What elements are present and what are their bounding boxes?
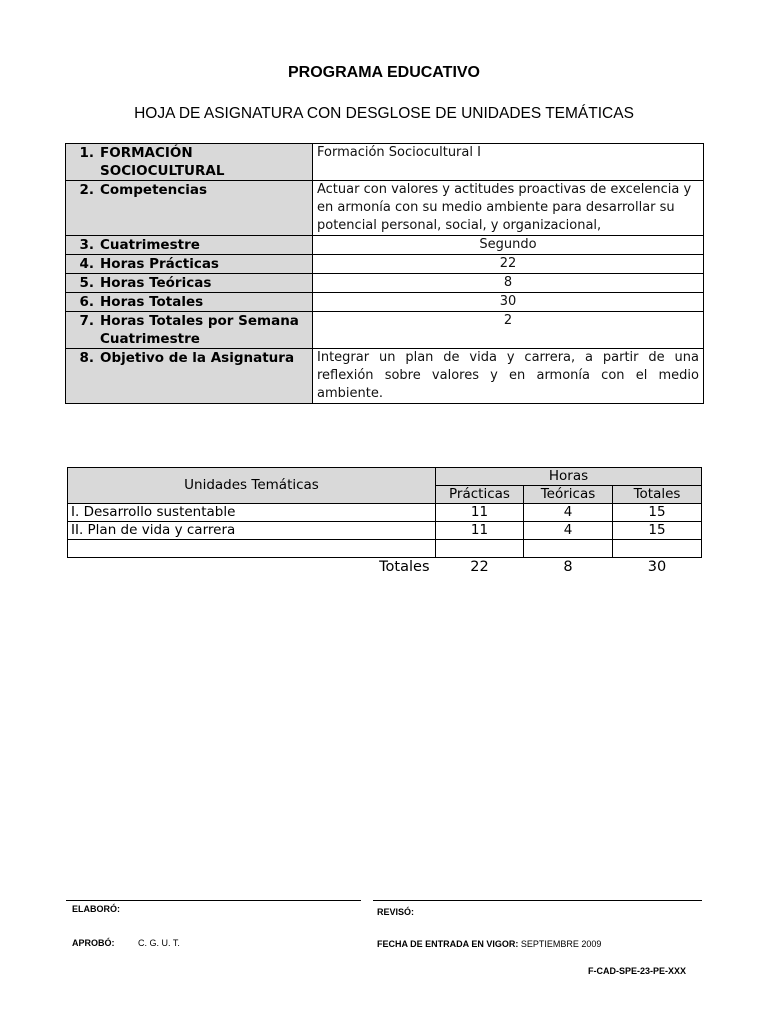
document-code: F-CAD-SPE-23-PE-XXX [588, 966, 687, 976]
elaboro-label: ELABORÓ: [72, 904, 120, 914]
info-value: 22 [313, 255, 704, 274]
unit-totales: 15 [613, 504, 702, 522]
info-label: Competencias [100, 182, 208, 198]
totals-practicas: 22 [470, 558, 489, 575]
aprobo-label: APROBÓ: [72, 938, 115, 948]
info-label-cell [66, 312, 313, 349]
info-number: 3. [79, 237, 94, 253]
unit-name: I. Desarrollo sustentable [68, 504, 436, 522]
totals-label: Totales [379, 558, 430, 575]
table-row [68, 504, 702, 522]
table-row [68, 540, 702, 558]
info-label: Horas Teóricas [100, 275, 212, 291]
info-value: Actuar con valores y actitudes proactivas de excelencia y en armonía con su medio ambiente para desarrollar su potencial personal, social, y organizacional, [313, 181, 704, 236]
info-number: 7. [79, 313, 94, 329]
unit-practicas: 11 [436, 522, 524, 540]
reviso-label: REVISÓ: [377, 907, 415, 917]
unit-teoricas: 4 [524, 504, 613, 522]
info-value: 2 [313, 312, 704, 349]
info-label: FORMACIÓN SOCIOCULTURAL [100, 145, 225, 179]
info-number: 2. [79, 182, 94, 198]
info-row [66, 255, 704, 274]
reviso-signature-line [373, 900, 702, 901]
info-number: 4. [79, 256, 94, 272]
totals-totales: 30 [647, 558, 667, 575]
totales-header: Totales [613, 486, 702, 504]
info-value: 30 [313, 293, 704, 312]
info-label: Cuatrimestre [100, 237, 200, 253]
teoricas-header: Teóricas [524, 486, 613, 504]
document-title: PROGRAMA EDUCATIVO [288, 64, 480, 81]
info-value: Formación Sociocultural I [313, 144, 704, 181]
info-row [66, 236, 704, 255]
info-number: 6. [79, 294, 94, 310]
info-label: Objetivo de la Asignatura [100, 350, 295, 366]
totals-row [68, 558, 702, 577]
info-label: Horas Totales [100, 294, 204, 310]
info-label-cell [66, 181, 313, 236]
info-row [66, 144, 704, 181]
info-row [66, 312, 704, 349]
info-label: Horas Totales por Semana Cuatrimestre [100, 313, 299, 347]
unit-practicas: 11 [436, 504, 524, 522]
info-number: 5. [79, 275, 94, 291]
table-row [68, 522, 702, 540]
unit-practicas [436, 540, 524, 558]
practicas-header: Prácticas [436, 486, 524, 504]
document-subtitle: HOJA DE ASIGNATURA CON DESGLOSE DE UNIDADES TEMÁTICAS [134, 105, 634, 122]
units-header-row [68, 468, 702, 486]
info-label-cell [66, 349, 313, 404]
info-row [66, 349, 704, 404]
info-row [66, 293, 704, 312]
fecha-value: SEPTIEMBRE 2009 [520, 939, 602, 949]
totals-teoricas: 8 [563, 558, 573, 575]
info-row [66, 274, 704, 293]
subject-info-table [65, 143, 704, 404]
aprobo-value: C. G. U. T. [138, 938, 180, 948]
thematic-units-table [67, 467, 702, 576]
fecha-vigor: FECHA DE ENTRADA EN VIGOR: SEPTIEMBRE 2009 [377, 939, 602, 949]
unit-name [68, 540, 436, 558]
hours-header: Horas [436, 468, 702, 486]
info-number: 1. [79, 145, 94, 161]
unit-teoricas [524, 540, 613, 558]
info-label-cell [66, 274, 313, 293]
info-label: Horas Prácticas [100, 256, 219, 272]
info-number: 8. [79, 350, 94, 366]
info-label-cell [66, 236, 313, 255]
elaboro-signature-line [66, 900, 361, 901]
unit-teoricas: 4 [524, 522, 613, 540]
unit-name: II. Plan de vida y carrera [68, 522, 436, 540]
info-label-cell [66, 293, 313, 312]
info-value: Segundo [313, 236, 704, 255]
info-row [66, 181, 704, 236]
unit-totales [613, 540, 702, 558]
info-label-cell [66, 144, 313, 181]
info-label-cell [66, 255, 313, 274]
info-value: Integrar un plan de vida y carrera, a partir de una reflexión sobre valores y en armonía con el medio ambiente. [313, 349, 704, 404]
info-value: 8 [313, 274, 704, 293]
units-header: Unidades Temáticas [68, 468, 436, 504]
unit-totales: 15 [613, 522, 702, 540]
